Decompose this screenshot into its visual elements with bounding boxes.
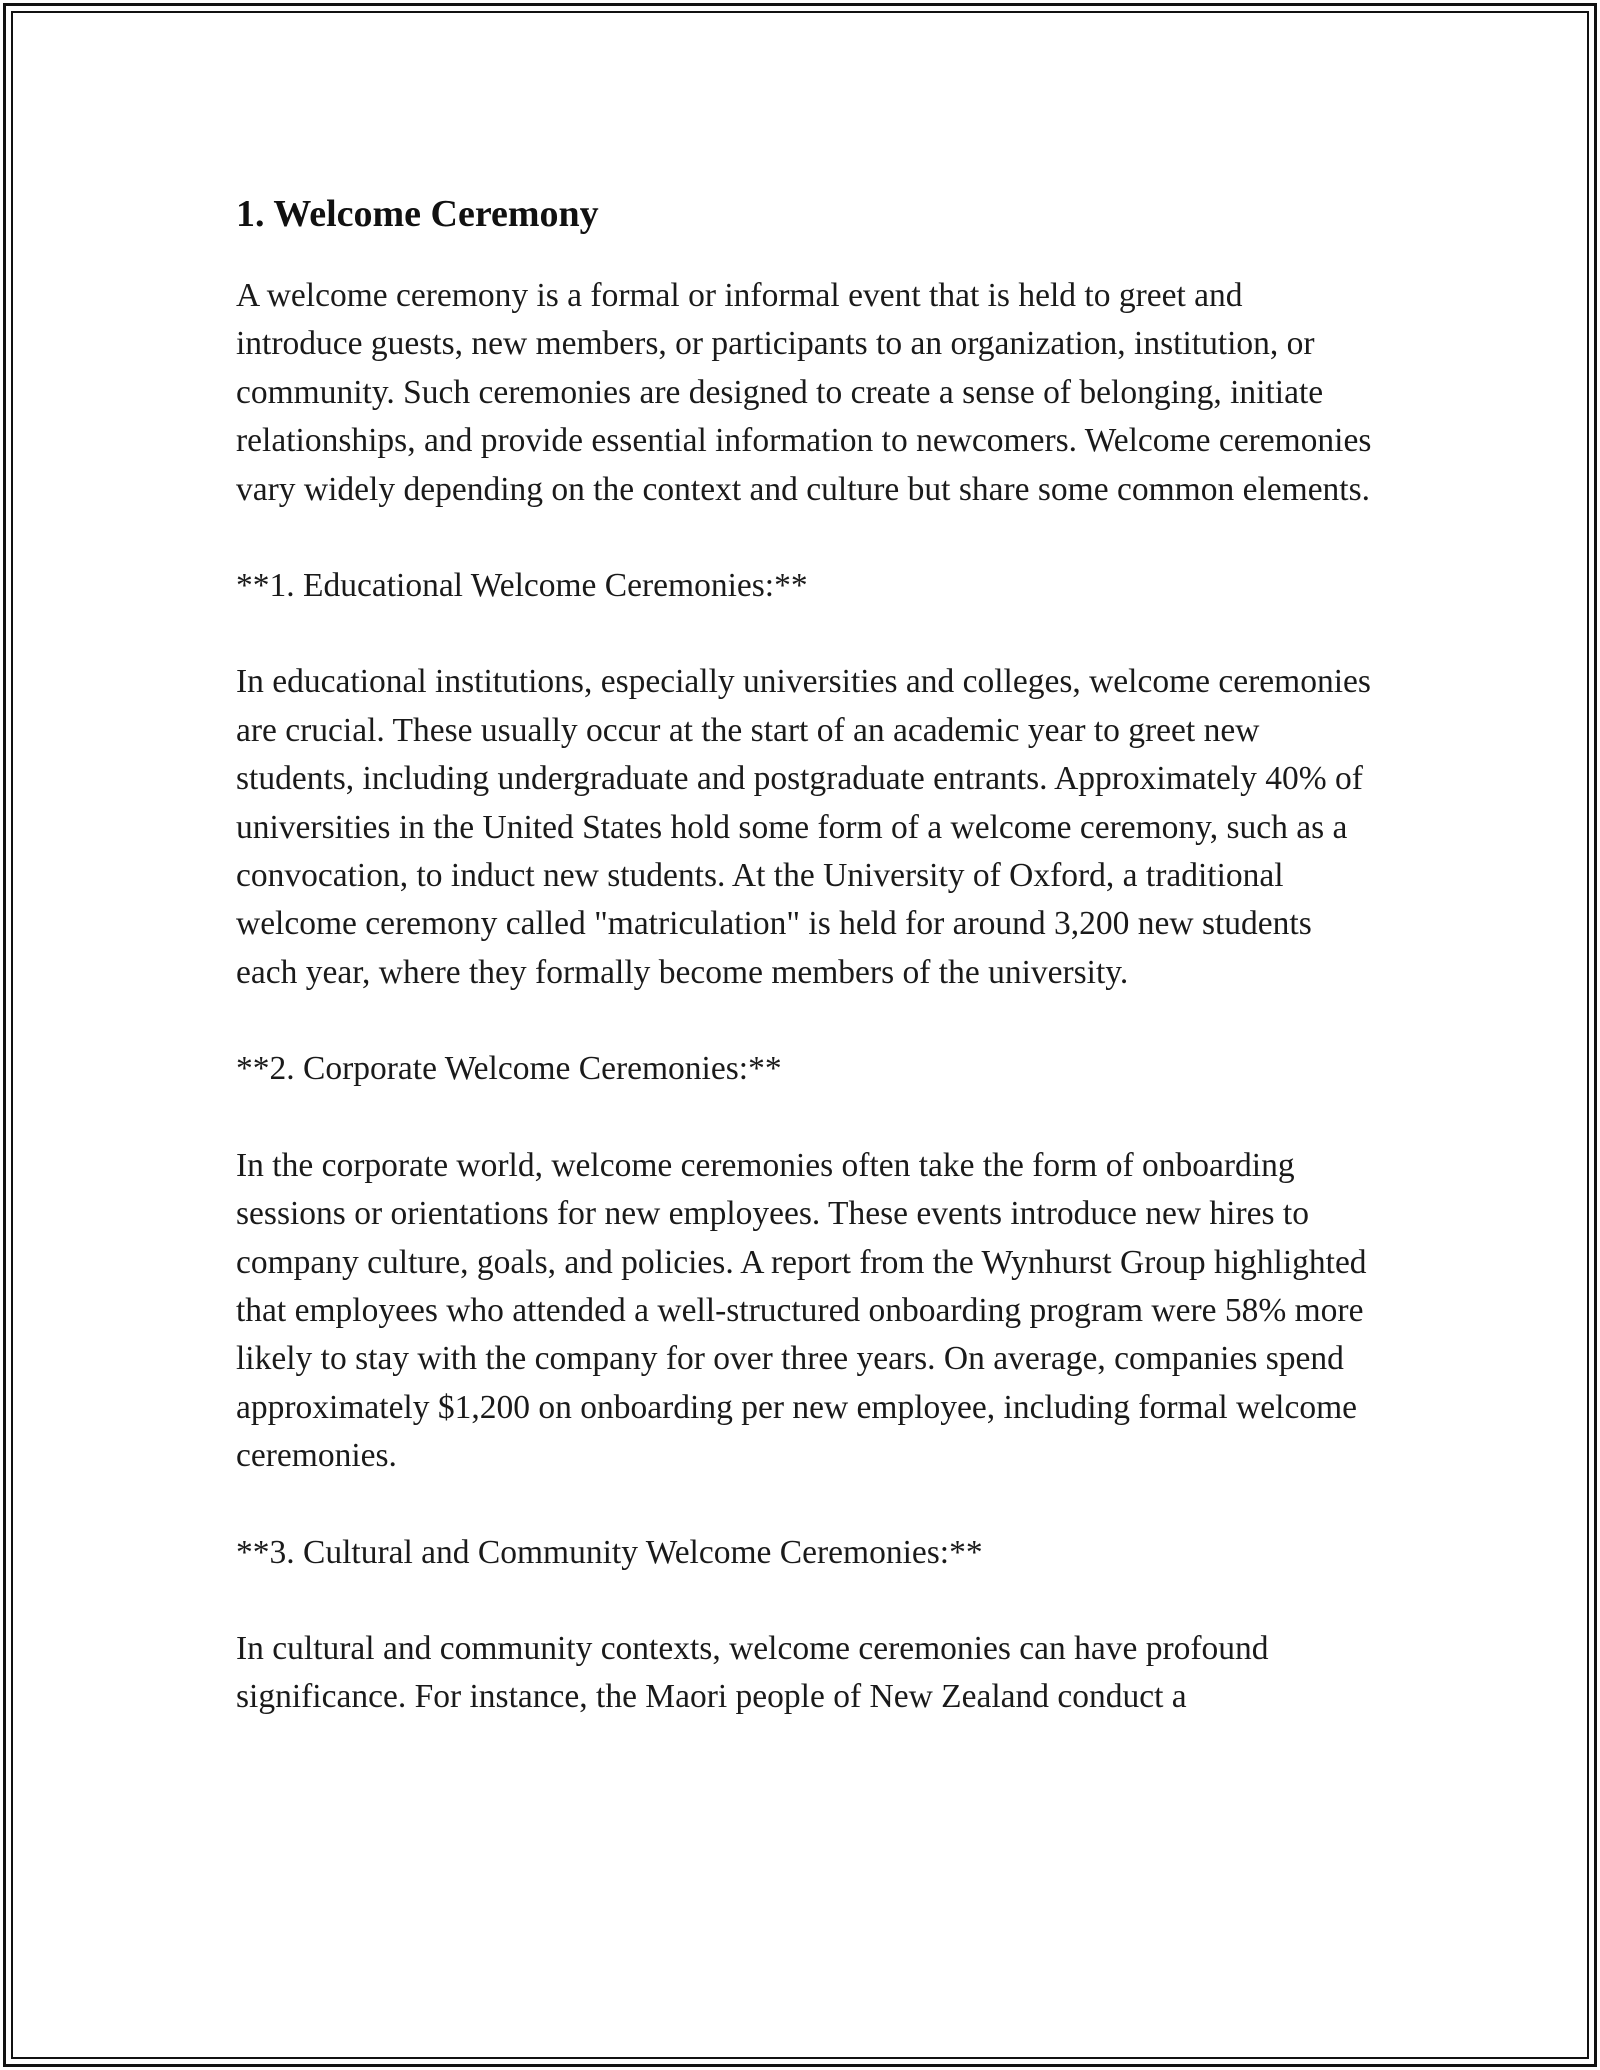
section-heading-cultural: **3. Cultural and Community Welcome Ceremonies:** <box>236 1533 983 1571</box>
section-heading-educational: **1. Educational Welcome Ceremonies:** <box>236 567 808 605</box>
section-heading-corporate: **2. Corporate Welcome Ceremonies:** <box>236 1050 782 1088</box>
document-body <box>236 184 1376 1770</box>
section-body-educational: In educational institutions, especially universities and colleges, welcome ceremonies are crucial. These usually occur at the start of an academic year to greet new students, including undergraduate and postgraduate entrants. Approximately 40% of universities in the United States hold some form of a welcome ceremony, such as a convocation, to induct new students. At the University of Oxford, a traditional welcome ceremony called "matriculation" is held for around 3,200 new students each year, where they formally become members of the university. <box>236 663 1371 991</box>
section-body-cultural: In cultural and community contexts, welcome ceremonies can have profound significance. For instance, the Maori people of New Zealand conduct a <box>236 1629 1269 1716</box>
section-body-corporate: In the corporate world, welcome ceremonies often take the form of onboarding sessions or orientations for new employees. These events introduce new hires to company culture, goals, and policies. A report from the Wynhurst Group highlighted that employees who attended a well-structured onboarding program were 58% more likely to stay with the company for over three years. On average, companies spend approximately $1,200 on onboarding per new employee, including formal welcome ceremonies. <box>236 1146 1367 1475</box>
intro-paragraph: A welcome ceremony is a formal or informal event that is held to greet and introduce guests, new members, or participants to an organization, institution, or community. Such ceremonies are designed to create a sense of belonging, initiate relationships, and provide essential information to newcomers. Welcome ceremonies vary widely depending on the context and culture but share some common elements. <box>236 277 1372 508</box>
document-title: 1. Welcome Ceremony <box>236 193 599 235</box>
